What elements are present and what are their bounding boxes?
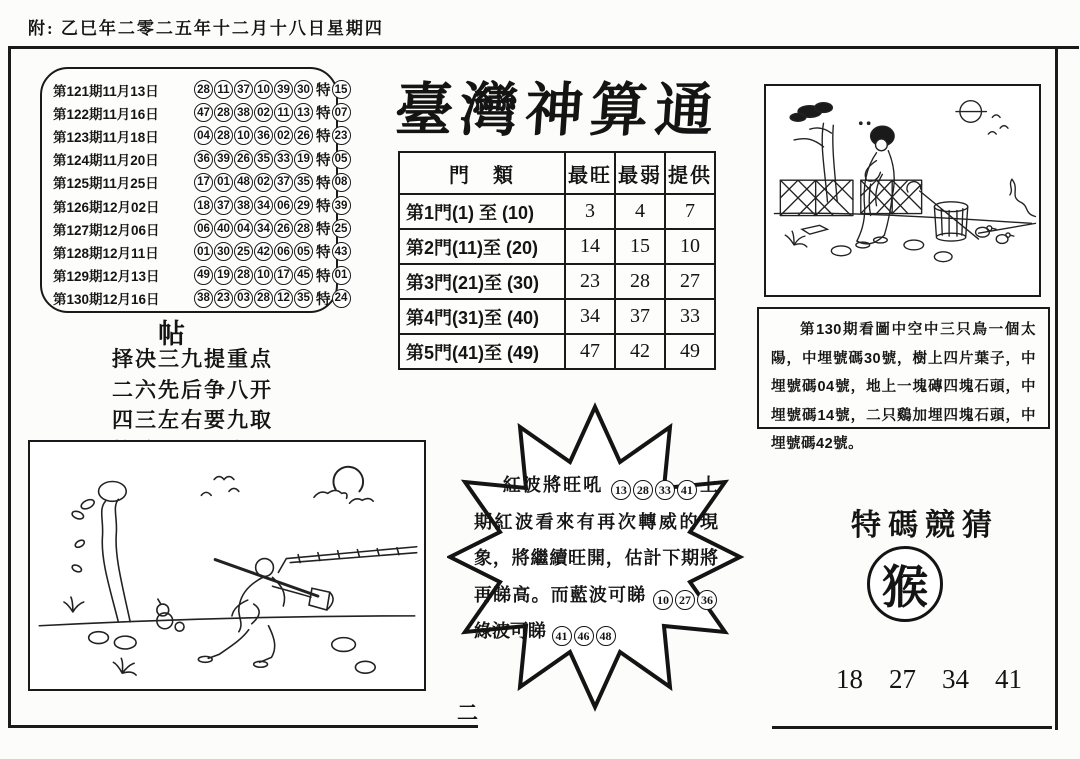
circled-number: 41: [552, 626, 572, 646]
draw-label: 第121期11月13日: [53, 83, 159, 99]
special-label: 特: [316, 175, 331, 192]
circled-number: 36: [697, 590, 717, 610]
drawn-number: 47: [194, 103, 213, 122]
drawn-number: 03: [234, 289, 253, 308]
special-number: 08: [332, 173, 351, 192]
weak-cell: 4: [615, 194, 665, 229]
drawn-number: 02: [254, 103, 273, 122]
drawn-number: 26: [274, 219, 293, 238]
stats-row: [399, 264, 715, 299]
circled-number: 13: [611, 480, 631, 500]
drawn-number: 06: [274, 196, 293, 215]
drawn-number: 25: [234, 242, 253, 261]
left-border: [8, 46, 11, 728]
draw-label: 第123期11月18日: [53, 129, 159, 145]
offer-cell: 49: [665, 334, 715, 369]
stats-table-header: [399, 152, 715, 194]
drawn-number: 40: [214, 219, 233, 238]
circled-number: 48: [596, 626, 616, 646]
past-results-box: [40, 67, 348, 313]
drawn-number: 36: [194, 150, 213, 169]
drawn-number: 29: [294, 196, 313, 215]
drawn-number: 49: [194, 266, 213, 285]
drawn-number: 33: [274, 150, 293, 169]
drawn-number: 12: [274, 289, 293, 308]
poem-line: 四三左右要九取: [112, 408, 273, 432]
drawn-number: 02: [254, 173, 273, 192]
drawn-number: 35: [294, 173, 313, 192]
stats-row: [399, 194, 715, 229]
page-number: 二: [457, 701, 478, 725]
circled-number: 10: [653, 590, 673, 610]
result-row: [42, 171, 348, 194]
drawn-number: 19: [294, 150, 313, 169]
drawn-number: 26: [234, 150, 253, 169]
stats-header-cell: 門 類: [399, 152, 565, 194]
poem-line: 择决三九提重点: [112, 347, 273, 371]
circled-number: 27: [675, 590, 695, 610]
weak-cell: 42: [615, 334, 665, 369]
drawn-number: 28: [194, 80, 213, 99]
drawn-number: 39: [274, 80, 293, 99]
offer-cell: 33: [665, 299, 715, 334]
contest-title: 特碼競猜: [851, 509, 999, 542]
special-number: 01: [332, 266, 351, 285]
stats-header-cell: 最旺: [565, 152, 615, 194]
special-number: 24: [332, 289, 351, 308]
monk-illustration: [28, 440, 426, 691]
drawn-number: 42: [254, 242, 273, 261]
weak-cell: 28: [615, 264, 665, 299]
right-border: [1055, 46, 1058, 730]
guess-number: 27: [889, 664, 916, 694]
circled-number: 46: [574, 626, 594, 646]
drawn-number: 34: [254, 219, 273, 238]
guess-number: 41: [995, 664, 1022, 694]
result-row: [42, 287, 348, 310]
stats-header-cell: 提供: [665, 152, 715, 194]
special-label: 特: [316, 106, 331, 123]
drawn-number: 37: [214, 196, 233, 215]
draw-label: 第122期11月16日: [53, 106, 159, 122]
drawn-number: 11: [274, 103, 293, 122]
bottom-left-rule: [8, 725, 478, 728]
drawn-number: 38: [234, 196, 253, 215]
draw-label: 第128期12月11日: [53, 245, 159, 261]
best-cell: 3: [565, 194, 615, 229]
draw-label: 第125期11月25日: [53, 176, 159, 192]
drawn-number: 04: [194, 126, 213, 145]
drawn-number: 11: [214, 80, 233, 99]
poem-title: 帖: [158, 319, 185, 349]
date-header: 附: 乙巳年二零二五年十二月十八日星期四: [28, 19, 384, 38]
drawn-number: 05: [294, 242, 313, 261]
results-list: [42, 78, 348, 310]
drawn-number: 39: [214, 150, 233, 169]
top-rule: [8, 46, 1079, 49]
drawn-number: 01: [214, 173, 233, 192]
special-label: 特: [316, 199, 331, 216]
special-number: 07: [332, 103, 351, 122]
best-cell: 14: [565, 229, 615, 264]
result-row: [42, 148, 348, 171]
guess-number: 34: [942, 664, 969, 694]
draw-label: 第126期12月02日: [53, 199, 160, 215]
special-number: 05: [332, 150, 351, 169]
category-cell: 第1門(1) 至 (10): [399, 194, 565, 229]
special-number: 43: [332, 242, 351, 261]
drawn-number: 37: [234, 80, 253, 99]
drawn-number: 45: [294, 266, 313, 285]
draw-label: 第127期12月06日: [53, 222, 160, 238]
ground-line: [39, 616, 414, 626]
circled-number: 33: [655, 480, 675, 500]
special-label: 特: [316, 245, 331, 262]
circled-number: 41: [677, 480, 697, 500]
drawn-number: 28: [294, 219, 313, 238]
category-cell: 第3門(21)至 (30): [399, 264, 565, 299]
picture-explanation-text: 第130期看圖中空中三只鳥一個太陽，中埋號碼30號，樹上四片葉子，中埋號碼04號，地上一塊磚四塊石頭，中埋號碼14號，二只鷄加埋四塊石頭，中埋號碼42號。: [771, 322, 1036, 452]
stats-row: [399, 299, 715, 334]
draw-label: 第124期11月20日: [53, 153, 159, 169]
offer-cell: 10: [665, 229, 715, 264]
drawn-number: 19: [214, 266, 233, 285]
drawn-number: 35: [254, 150, 273, 169]
zodiac-guess: 猴: [867, 546, 943, 622]
drawn-number: 06: [274, 242, 293, 261]
drawn-number: 17: [194, 173, 213, 192]
weak-cell: 15: [615, 229, 665, 264]
special-label: 特: [316, 129, 331, 146]
starburst-text: 紅波將旺吼 13 28 33 41 上期紅波看來有再次轉威的現象，將繼續旺開，估計下期將再睇高。而藍波可睇 10 27 36綠波可睇 41 46 48: [474, 467, 718, 650]
circled-number: 28: [633, 480, 653, 500]
special-number: 39: [332, 196, 351, 215]
drawn-number: 28: [234, 266, 253, 285]
special-label: 特: [316, 83, 331, 100]
drawn-number: 26: [294, 126, 313, 145]
drawn-number: 02: [274, 126, 293, 145]
drawn-number: 10: [254, 266, 273, 285]
result-row: [42, 101, 348, 124]
category-cell: 第5門(41)至 (49): [399, 334, 565, 369]
category-cell: 第2門(11)至 (20): [399, 229, 565, 264]
drawn-number: 35: [294, 289, 313, 308]
drawn-number: 37: [274, 173, 293, 192]
drawn-number: 10: [234, 126, 253, 145]
result-row: [42, 264, 348, 287]
lady-illustration: [764, 84, 1041, 297]
drawn-number: 30: [294, 80, 313, 99]
special-label: 特: [316, 152, 331, 169]
starburst-bubble: [447, 399, 745, 715]
drawn-number: 28: [254, 289, 273, 308]
offer-cell: 7: [665, 194, 715, 229]
drawn-number: 28: [214, 126, 233, 145]
guess-number: 18: [836, 664, 863, 694]
drawn-number: 34: [254, 196, 273, 215]
drawn-number: 17: [274, 266, 293, 285]
bottom-right-rule: [772, 726, 1052, 729]
draw-label: 第130期12月16日: [53, 292, 160, 308]
special-number: 15: [332, 80, 351, 99]
best-cell: 23: [565, 264, 615, 299]
stats-row: [399, 229, 715, 264]
result-row: [42, 217, 348, 240]
drawn-number: 30: [214, 242, 233, 261]
drawn-number: 18: [194, 196, 213, 215]
special-number: 23: [332, 126, 351, 145]
drawn-number: 10: [254, 80, 273, 99]
special-label: 特: [316, 268, 331, 285]
poem-line: 二六先后争八开: [112, 377, 273, 402]
stats-header-cell: 最弱: [615, 152, 665, 194]
drawn-number: 38: [234, 103, 253, 122]
weak-cell: 37: [615, 299, 665, 334]
result-row: [42, 124, 348, 147]
special-label: 特: [316, 222, 331, 239]
draw-label: 第129期12月13日: [53, 269, 160, 285]
offer-cell: 27: [665, 264, 715, 299]
picture-explanation-box: [757, 307, 1050, 452]
special-number: 25: [332, 219, 351, 238]
drawn-number: 23: [214, 289, 233, 308]
special-label: 特: [316, 291, 331, 308]
drawn-number: 28: [214, 103, 233, 122]
drawn-number: 06: [194, 219, 213, 238]
masthead-title: 臺灣神算通: [392, 76, 723, 144]
drawn-number: 38: [194, 289, 213, 308]
category-cell: 第4門(31)至 (40): [399, 299, 565, 334]
drawn-number: 01: [194, 242, 213, 261]
best-cell: 47: [565, 334, 615, 369]
result-row: [42, 240, 348, 263]
result-row: [42, 78, 348, 101]
stats-table: [398, 151, 716, 370]
drawn-number: 48: [234, 173, 253, 192]
best-cell: 34: [565, 299, 615, 334]
result-row: [42, 194, 348, 217]
drawn-number: 04: [234, 219, 253, 238]
stats-row: [399, 334, 715, 369]
guess-numbers: [836, 664, 1022, 695]
drawn-number: 36: [254, 126, 273, 145]
drawn-number: 13: [294, 103, 313, 122]
